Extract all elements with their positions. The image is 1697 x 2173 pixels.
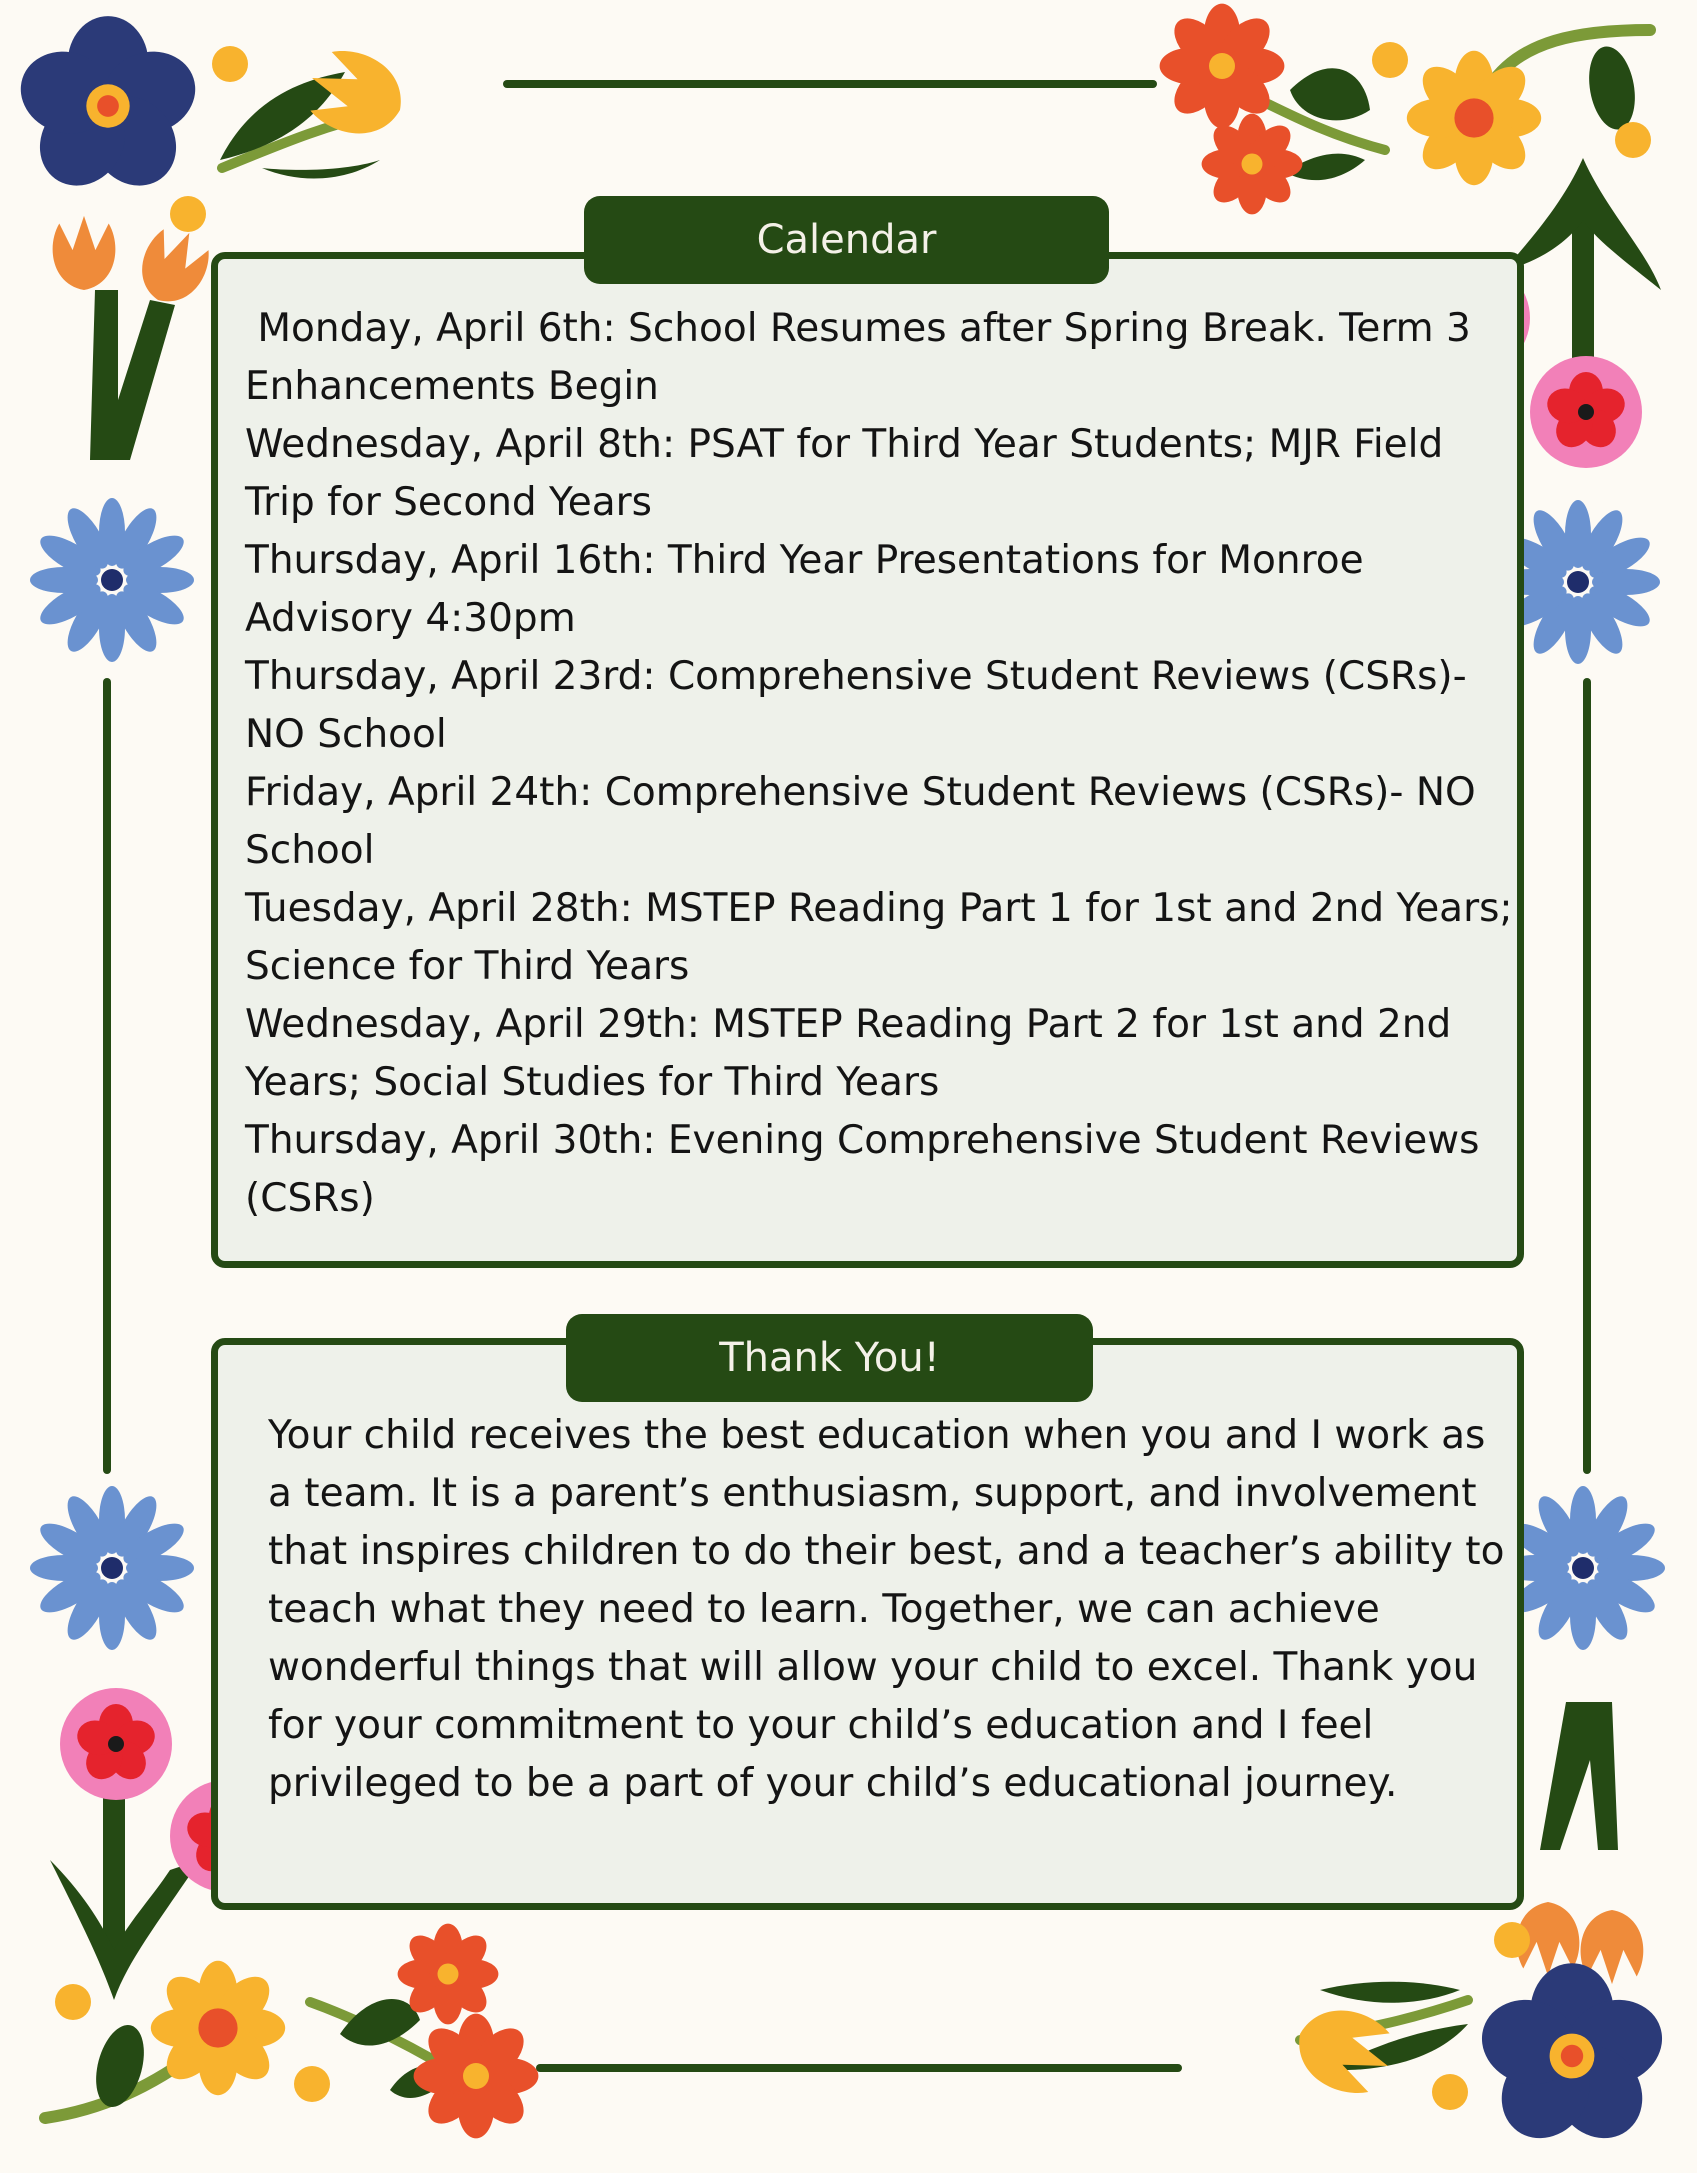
calendar-event: Monday, April 6th: School Resumes after Spring Break. Term 3 Enhancements Begin [245,306,1484,409]
red-orange-flower-icon [1160,4,1385,215]
calendar-event-list [245,300,1515,1228]
thank-you-title: Thank You! [566,1314,1093,1402]
blue-daisy-icon [30,1486,194,1650]
red-orange-flower-icon [310,1924,538,2139]
blue-daisy-icon [1501,1486,1665,1650]
blue-daisy-icon [30,498,194,662]
thank-you-message: Your child receives the best education when you and I work as a team. It is a parent’s enthusiasm, support, and involvement that inspires children to do their best, and a teacher’s ability to teach what they need to learn. Together, we can achieve wonderful things that will allow your child to excel. Thank you for your commitment to your child’s education and I feel privileged to be a part of your child’s educational journey. [268,1413,1505,1806]
leaf-icon [1505,158,1661,370]
calendar-event: Wednesday, April 29th: MSTEP Reading Part 2 for 1st and 2nd Years; Social Studies for Third Years [245,1002,1452,1105]
yellow-flower-icon [1407,30,1650,185]
yellow-flower-icon [45,1961,285,2118]
navy-flower-icon [10,16,206,202]
orange-tulip-icon [53,216,218,460]
yellow-tulip-icon [220,41,414,179]
calendar-event: Friday, April 24th: Comprehensive Student Reviews (CSRs)- NO School [245,770,1476,873]
navy-flower-icon [1471,1963,1673,2155]
calendar-event: Tuesday, April 28th: MSTEP Reading Part 1 for 1st and 2nd Years; Science for Third Years [245,886,1513,989]
calendar-event: Thursday, April 23rd: Comprehensive Student Reviews (CSRs)- NO School [245,654,1467,757]
calendar-event: Thursday, April 16th: Third Year Presentations for Monroe Advisory 4:30pm [245,538,1364,641]
calendar-event: Wednesday, April 8th: PSAT for Third Year Students; MJR Field Trip for Second Years [245,422,1444,525]
calendar-title: Calendar [584,196,1109,284]
orange-tulip-icon [1517,1702,1644,1984]
calendar-event: Thursday, April 30th: Evening Comprehensive Student Reviews (CSRs) [245,1118,1480,1221]
